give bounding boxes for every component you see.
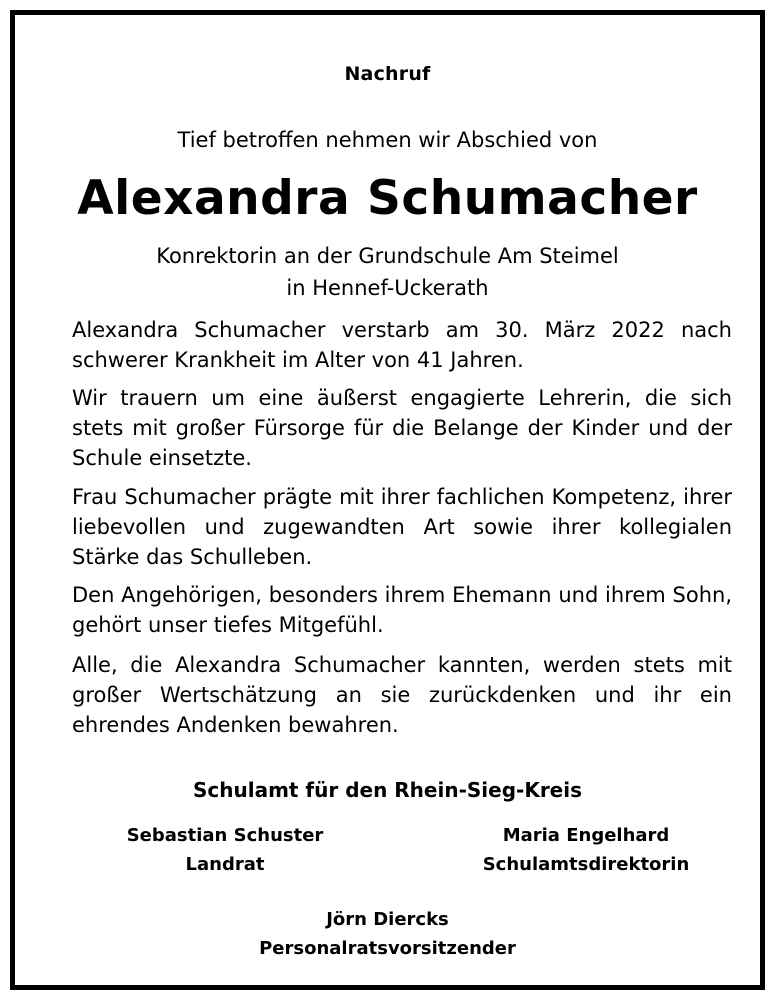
- position-line-2: in Hennef-Uckerath: [286, 276, 489, 300]
- intro-line: Tief betroffen nehmen wir Abschied von: [177, 128, 598, 152]
- paragraph-remembrance: Alle, die Alexandra Schumacher kannten, werden stets mit großer Wertschätzung an sie zurückdenken und ihr ein ehrendes Andenken bewahren.: [72, 653, 732, 737]
- signatory-role: Schulamtsdirektorin: [482, 854, 690, 875]
- signatory-right: [451, 821, 721, 879]
- organization-name: Schulamt für den Rhein-Sieg-Kreis: [192, 778, 583, 802]
- paragraph-competence: Frau Schumacher prägte mit ihrer fachlichen Kompetenz, ihrer liebevollen und zugewandten Art sowie ihrer kollegialen Stärke das Schulleben.: [72, 485, 732, 569]
- signatory-name: Sebastian Schuster: [126, 825, 324, 846]
- obituary-frame: [10, 10, 765, 990]
- paragraph-condolence: Den Angehörigen, besonders ihrem Ehemann und ihrem Sohn, gehört unser tiefes Mitgefühl.: [72, 583, 732, 637]
- signatory-role: Landrat: [185, 854, 265, 875]
- paragraph-tribute: Wir trauern um eine äußerst engagierte Lehrerin, die sich stets mit großer Fürsorge für die Belange der Kinder und der Schule einsetzte.: [72, 386, 732, 470]
- signatory-center: [15, 905, 760, 963]
- paragraph-death-notice: Alexandra Schumacher verstarb am 30. März 2022 nach schwerer Krankheit im Alter von 41 Jahren.: [72, 318, 732, 372]
- position-line-1: Konrektorin an der Grundschule Am Steimel: [156, 244, 619, 268]
- signatory-name: Maria Engelhard: [502, 825, 670, 846]
- obituary-heading: Nachruf: [344, 63, 431, 85]
- signatory-role: Personalratsvorsitzender: [259, 938, 516, 959]
- signatory-left: [90, 821, 360, 879]
- position-block: [15, 240, 760, 304]
- signatory-name: Jörn Diercks: [326, 909, 449, 930]
- deceased-name: Alexandra Schumacher: [77, 171, 698, 226]
